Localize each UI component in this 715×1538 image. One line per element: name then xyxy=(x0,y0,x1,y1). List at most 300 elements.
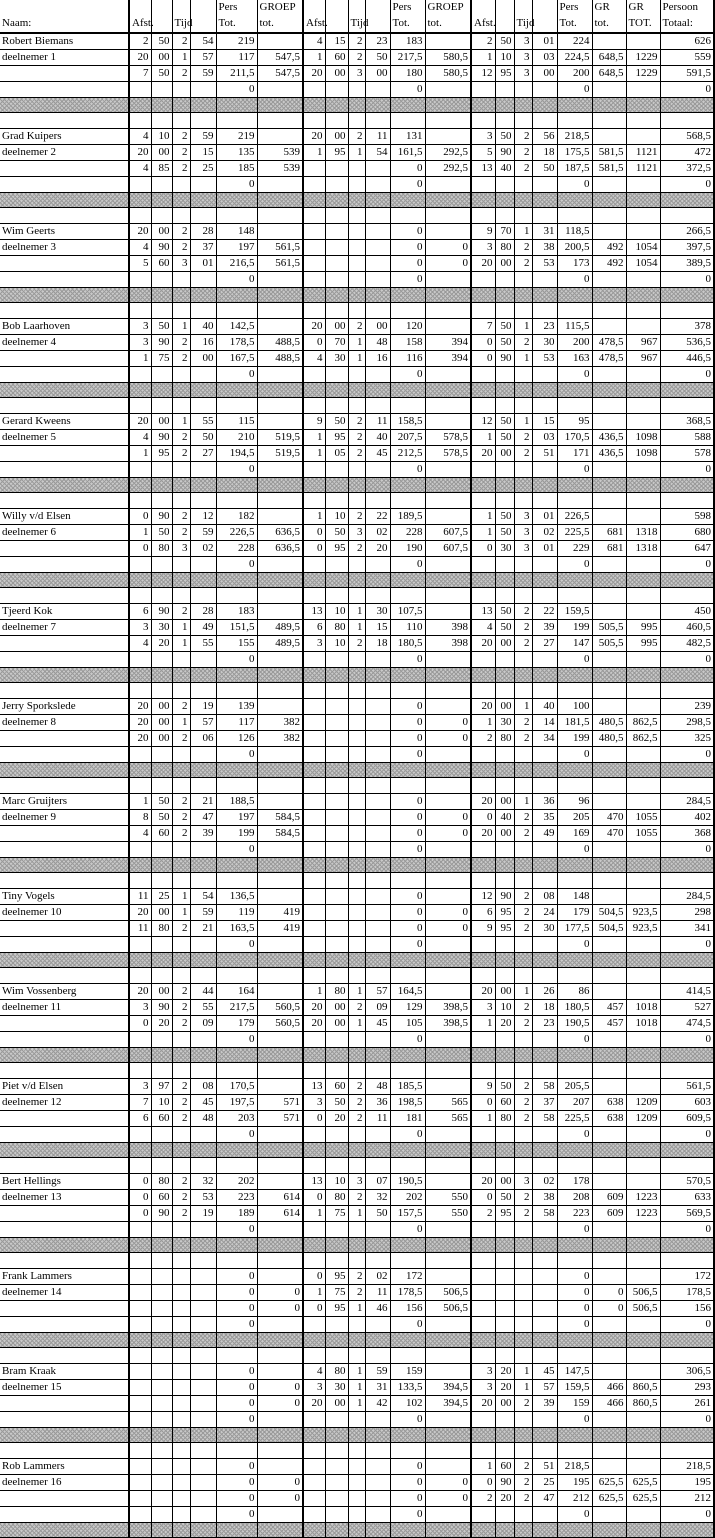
empty-cell[interactable] xyxy=(495,1253,514,1269)
cell-pers1-tot[interactable]: 117 xyxy=(216,715,257,731)
empty-cell[interactable] xyxy=(365,303,390,319)
cell-tijd2-b[interactable] xyxy=(365,1222,390,1238)
cell-afst2-a[interactable] xyxy=(303,240,325,256)
header-cell-afst3-a[interactable]: Afst. xyxy=(471,15,495,33)
cell-tijd2-a[interactable] xyxy=(348,1491,365,1507)
cell-persoon-totaal[interactable]: 578 xyxy=(660,446,714,462)
cell-afst1-b[interactable]: 90 xyxy=(151,1000,172,1016)
cell-afst1-a[interactable]: 7 xyxy=(129,1095,151,1111)
cell-pers2-tot[interactable]: 102 xyxy=(390,1396,425,1412)
empty-cell[interactable] xyxy=(151,588,172,604)
cell-pers1-tot[interactable]: 223 xyxy=(216,1190,257,1206)
cell-tijd1-b[interactable] xyxy=(190,1380,216,1396)
empty-cell[interactable] xyxy=(172,493,190,509)
cell-groep1-tot[interactable] xyxy=(257,937,303,953)
cell-pers2-tot[interactable]: 0 xyxy=(390,905,425,921)
empty-cell[interactable] xyxy=(303,968,325,984)
cell-pers3-tot[interactable]: 163 xyxy=(557,351,592,367)
empty-cell[interactable] xyxy=(514,873,532,889)
empty-cell[interactable] xyxy=(425,113,471,129)
cell-afst1-b[interactable]: 90 xyxy=(151,335,172,351)
empty-cell[interactable] xyxy=(592,1158,626,1174)
cell-gr3-tot[interactable]: 681 xyxy=(592,541,626,557)
cell-afst3-a[interactable]: 5 xyxy=(471,145,495,161)
cell-afst1-a[interactable]: 4 xyxy=(129,240,151,256)
header-cell-groep1-tot[interactable]: tot. xyxy=(257,15,303,33)
empty-cell[interactable] xyxy=(257,493,303,509)
cell-afst3-a[interactable]: 1 xyxy=(471,1459,495,1475)
cell-afst1-a[interactable] xyxy=(129,557,151,573)
empty-cell[interactable] xyxy=(216,778,257,794)
cell-tijd2-b[interactable] xyxy=(365,652,390,668)
cell-persoon-totaal[interactable]: 389,5 xyxy=(660,256,714,272)
cell-gr-totaal[interactable] xyxy=(626,699,660,715)
empty-cell[interactable] xyxy=(303,113,325,129)
cell-gr3-tot[interactable] xyxy=(592,1079,626,1095)
cell-gr3-tot[interactable]: 436,5 xyxy=(592,446,626,462)
empty-cell[interactable] xyxy=(471,1253,495,1269)
empty-cell[interactable] xyxy=(129,588,151,604)
cell-gr-totaal[interactable]: 1121 xyxy=(626,161,660,177)
empty-cell[interactable] xyxy=(325,398,348,414)
cell-afst3-a[interactable]: 1 xyxy=(471,509,495,525)
empty-cell[interactable] xyxy=(660,1443,714,1459)
cell-afst1-a[interactable]: 20 xyxy=(129,984,151,1000)
cell-tijd1-b[interactable]: 59 xyxy=(190,525,216,541)
cell-gr-totaal[interactable]: 1054 xyxy=(626,240,660,256)
cell-pers2-tot[interactable]: 116 xyxy=(390,351,425,367)
cell-tijd2-a[interactable]: 1 xyxy=(348,335,365,351)
cell-tijd2-b[interactable] xyxy=(365,1317,390,1333)
cell-pers2-tot[interactable]: 0 xyxy=(390,1317,425,1333)
cell-pers2-tot[interactable]: 0 xyxy=(390,842,425,858)
cell-persoon-totaal[interactable]: 0 xyxy=(660,272,714,288)
cell-groep2-tot[interactable]: 292,5 xyxy=(425,145,471,161)
cell-tijd1-a[interactable] xyxy=(172,842,190,858)
cell-groep1-tot[interactable]: 547,5 xyxy=(257,66,303,82)
empty-cell[interactable] xyxy=(532,1443,557,1459)
cell-tijd3-a[interactable]: 2 xyxy=(514,161,532,177)
cell-tijd3-a[interactable]: 2 xyxy=(514,810,532,826)
cell-afst2-b[interactable] xyxy=(325,256,348,272)
cell-tijd2-b[interactable]: 07 xyxy=(365,1174,390,1190)
cell-afst2-b[interactable] xyxy=(325,272,348,288)
cell-afst3-b[interactable]: 00 xyxy=(495,984,514,1000)
cell-tijd3-a[interactable]: 2 xyxy=(514,620,532,636)
cell-name[interactable] xyxy=(0,826,129,842)
cell-afst2-b[interactable]: 80 xyxy=(325,1190,348,1206)
cell-tijd2-b[interactable] xyxy=(365,794,390,810)
cell-tijd1-a[interactable]: 1 xyxy=(172,50,190,66)
cell-afst1-b[interactable] xyxy=(151,1269,172,1285)
cell-afst2-b[interactable]: 95 xyxy=(325,541,348,557)
empty-cell[interactable] xyxy=(303,778,325,794)
cell-tijd2-b[interactable]: 48 xyxy=(365,335,390,351)
cell-pers2-tot[interactable]: 189,5 xyxy=(390,509,425,525)
cell-afst2-a[interactable]: 0 xyxy=(303,1111,325,1127)
cell-gr3-tot[interactable]: 638 xyxy=(592,1111,626,1127)
empty-cell[interactable] xyxy=(425,493,471,509)
cell-tijd2-b[interactable] xyxy=(365,557,390,573)
cell-afst2-a[interactable]: 13 xyxy=(303,604,325,620)
cell-afst1-a[interactable]: 3 xyxy=(129,1000,151,1016)
cell-gr3-tot[interactable]: 466 xyxy=(592,1380,626,1396)
empty-cell[interactable] xyxy=(129,968,151,984)
cell-pers3-tot[interactable]: 199 xyxy=(557,731,592,747)
cell-afst1-a[interactable]: 20 xyxy=(129,145,151,161)
cell-groep2-tot[interactable]: 0 xyxy=(425,826,471,842)
cell-pers3-tot[interactable]: 218,5 xyxy=(557,129,592,145)
empty-cell[interactable] xyxy=(190,1253,216,1269)
empty-cell[interactable] xyxy=(190,208,216,224)
cell-pers1-tot[interactable]: 0 xyxy=(216,1475,257,1491)
cell-afst1-b[interactable]: 90 xyxy=(151,430,172,446)
cell-tijd1-a[interactable]: 2 xyxy=(172,826,190,842)
cell-tijd1-a[interactable]: 2 xyxy=(172,430,190,446)
header-cell-afst1-b[interactable] xyxy=(151,15,172,33)
cell-pers3-tot[interactable]: 86 xyxy=(557,984,592,1000)
cell-pers1-tot[interactable]: 226,5 xyxy=(216,525,257,541)
header-cell-groep2-tot[interactable]: GROEP xyxy=(425,0,471,15)
cell-tijd3-a[interactable]: 1 xyxy=(514,319,532,335)
cell-afst2-b[interactable] xyxy=(325,905,348,921)
cell-afst1-b[interactable] xyxy=(151,842,172,858)
empty-cell[interactable] xyxy=(514,778,532,794)
cell-afst3-b[interactable]: 50 xyxy=(495,33,514,50)
cell-tijd2-a[interactable] xyxy=(348,177,365,193)
cell-tijd1-b[interactable] xyxy=(190,842,216,858)
cell-gr3-tot[interactable] xyxy=(592,1222,626,1238)
cell-tijd2-b[interactable]: 50 xyxy=(365,1206,390,1222)
cell-pers3-tot[interactable]: 0 xyxy=(557,1032,592,1048)
cell-groep2-tot[interactable] xyxy=(425,1127,471,1143)
cell-tijd1-a[interactable]: 2 xyxy=(172,1206,190,1222)
cell-pers1-tot[interactable]: 151,5 xyxy=(216,620,257,636)
empty-cell[interactable] xyxy=(626,493,660,509)
cell-tijd2-b[interactable]: 59 xyxy=(365,1364,390,1380)
empty-cell[interactable] xyxy=(532,873,557,889)
cell-afst3-b[interactable]: 60 xyxy=(495,1459,514,1475)
cell-afst1-a[interactable] xyxy=(129,82,151,98)
cell-tijd2-a[interactable]: 2 xyxy=(348,1190,365,1206)
cell-afst3-a[interactable]: 12 xyxy=(471,414,495,430)
cell-afst3-b[interactable]: 90 xyxy=(495,351,514,367)
empty-cell[interactable] xyxy=(151,1253,172,1269)
cell-groep2-tot[interactable] xyxy=(425,1032,471,1048)
cell-pers2-tot[interactable]: 228 xyxy=(390,525,425,541)
cell-afst3-a[interactable]: 20 xyxy=(471,794,495,810)
cell-afst2-a[interactable]: 1 xyxy=(303,430,325,446)
cell-gr3-tot[interactable] xyxy=(592,1269,626,1285)
cell-persoon-totaal[interactable]: 298 xyxy=(660,905,714,921)
cell-pers2-tot[interactable]: 190 xyxy=(390,541,425,557)
cell-gr3-tot[interactable]: 505,5 xyxy=(592,620,626,636)
cell-tijd1-a[interactable]: 3 xyxy=(172,256,190,272)
empty-cell[interactable] xyxy=(303,493,325,509)
cell-tijd2-b[interactable]: 18 xyxy=(365,636,390,652)
cell-pers3-tot[interactable]: 212 xyxy=(557,1491,592,1507)
cell-afst1-a[interactable]: 5 xyxy=(129,256,151,272)
empty-cell[interactable] xyxy=(303,1443,325,1459)
cell-tijd2-b[interactable] xyxy=(365,937,390,953)
cell-afst2-a[interactable]: 20 xyxy=(303,66,325,82)
cell-groep1-tot[interactable]: 584,5 xyxy=(257,826,303,842)
cell-afst3-b[interactable] xyxy=(495,462,514,478)
cell-pers2-tot[interactable]: 133,5 xyxy=(390,1380,425,1396)
cell-tijd3-a[interactable]: 2 xyxy=(514,1016,532,1032)
cell-tijd1-a[interactable] xyxy=(172,177,190,193)
cell-name[interactable] xyxy=(0,161,129,177)
cell-pers1-tot[interactable]: 0 xyxy=(216,367,257,383)
cell-tijd2-a[interactable] xyxy=(348,794,365,810)
cell-groep2-tot[interactable] xyxy=(425,889,471,905)
cell-gr3-tot[interactable]: 648,5 xyxy=(592,66,626,82)
cell-pers1-tot[interactable]: 219 xyxy=(216,129,257,145)
cell-tijd3-b[interactable] xyxy=(532,177,557,193)
empty-cell[interactable] xyxy=(129,683,151,699)
cell-pers2-tot[interactable]: 183 xyxy=(390,33,425,50)
cell-afst1-b[interactable]: 50 xyxy=(151,33,172,50)
cell-afst2-a[interactable] xyxy=(303,731,325,747)
empty-cell[interactable] xyxy=(471,1158,495,1174)
cell-tijd1-b[interactable] xyxy=(190,1285,216,1301)
cell-afst1-a[interactable]: 4 xyxy=(129,636,151,652)
cell-afst2-a[interactable]: 4 xyxy=(303,351,325,367)
cell-tijd2-a[interactable]: 2 xyxy=(348,1079,365,1095)
cell-tijd3-a[interactable]: 2 xyxy=(514,1206,532,1222)
cell-afst3-a[interactable]: 2 xyxy=(471,1206,495,1222)
empty-cell[interactable] xyxy=(495,1443,514,1459)
cell-gr3-tot[interactable] xyxy=(592,699,626,715)
cell-gr-totaal[interactable] xyxy=(626,82,660,98)
cell-afst2-a[interactable] xyxy=(303,1507,325,1523)
cell-afst3-a[interactable] xyxy=(471,272,495,288)
cell-gr-totaal[interactable] xyxy=(626,747,660,763)
empty-cell[interactable] xyxy=(325,1158,348,1174)
cell-pers3-tot[interactable]: 173 xyxy=(557,256,592,272)
cell-name[interactable]: Grad Kuipers xyxy=(0,129,129,145)
cell-groep1-tot[interactable] xyxy=(257,747,303,763)
empty-cell[interactable] xyxy=(0,113,129,129)
cell-tijd2-b[interactable]: 11 xyxy=(365,129,390,145)
cell-tijd3-b[interactable] xyxy=(532,1317,557,1333)
cell-afst2-a[interactable] xyxy=(303,82,325,98)
cell-tijd2-b[interactable]: 48 xyxy=(365,1079,390,1095)
cell-tijd2-a[interactable] xyxy=(348,1475,365,1491)
cell-tijd1-b[interactable]: 28 xyxy=(190,604,216,620)
empty-cell[interactable] xyxy=(660,1158,714,1174)
cell-afst2-a[interactable]: 20 xyxy=(303,319,325,335)
cell-tijd3-b[interactable] xyxy=(532,937,557,953)
empty-cell[interactable] xyxy=(303,1063,325,1079)
cell-tijd3-b[interactable]: 58 xyxy=(532,1206,557,1222)
cell-afst2-a[interactable]: 4 xyxy=(303,1364,325,1380)
cell-afst3-b[interactable]: 00 xyxy=(495,1396,514,1412)
cell-afst3-a[interactable]: 20 xyxy=(471,826,495,842)
cell-groep1-tot[interactable]: 547,5 xyxy=(257,50,303,66)
cell-tijd3-b[interactable]: 15 xyxy=(532,414,557,430)
cell-afst2-b[interactable]: 95 xyxy=(325,1301,348,1317)
cell-gr-totaal[interactable]: 1209 xyxy=(626,1111,660,1127)
empty-cell[interactable] xyxy=(626,398,660,414)
cell-pers1-tot[interactable]: 217,5 xyxy=(216,1000,257,1016)
empty-cell[interactable] xyxy=(660,873,714,889)
cell-afst3-b[interactable]: 20 xyxy=(495,1380,514,1396)
cell-name[interactable] xyxy=(0,1032,129,1048)
cell-persoon-totaal[interactable]: 446,5 xyxy=(660,351,714,367)
cell-groep1-tot[interactable]: 560,5 xyxy=(257,1000,303,1016)
empty-cell[interactable] xyxy=(471,113,495,129)
empty-cell[interactable] xyxy=(151,1443,172,1459)
empty-cell[interactable] xyxy=(151,778,172,794)
cell-afst3-b[interactable]: 50 xyxy=(495,620,514,636)
cell-persoon-totaal[interactable]: 0 xyxy=(660,1032,714,1048)
cell-tijd3-a[interactable] xyxy=(514,272,532,288)
cell-pers3-tot[interactable]: 205,5 xyxy=(557,1079,592,1095)
cell-groep1-tot[interactable]: 584,5 xyxy=(257,810,303,826)
cell-tijd3-b[interactable]: 51 xyxy=(532,446,557,462)
cell-persoon-totaal[interactable]: 397,5 xyxy=(660,240,714,256)
cell-pers2-tot[interactable]: 161,5 xyxy=(390,145,425,161)
cell-afst1-b[interactable] xyxy=(151,1301,172,1317)
empty-cell[interactable] xyxy=(325,1253,348,1269)
cell-name[interactable] xyxy=(0,1016,129,1032)
empty-cell[interactable] xyxy=(172,1063,190,1079)
cell-afst3-a[interactable]: 1 xyxy=(471,525,495,541)
cell-gr3-tot[interactable]: 436,5 xyxy=(592,430,626,446)
cell-afst2-b[interactable]: 00 xyxy=(325,1000,348,1016)
empty-cell[interactable] xyxy=(129,1348,151,1364)
empty-cell[interactable] xyxy=(303,398,325,414)
cell-tijd1-a[interactable]: 2 xyxy=(172,240,190,256)
cell-tijd3-a[interactable] xyxy=(514,1127,532,1143)
cell-groep2-tot[interactable]: 607,5 xyxy=(425,541,471,557)
cell-name[interactable]: deelnemer 11 xyxy=(0,1000,129,1016)
empty-cell[interactable] xyxy=(557,968,592,984)
empty-cell[interactable] xyxy=(216,208,257,224)
cell-afst3-a[interactable] xyxy=(471,1412,495,1428)
cell-afst2-a[interactable]: 3 xyxy=(303,636,325,652)
cell-pers2-tot[interactable]: 198,5 xyxy=(390,1095,425,1111)
cell-pers3-tot[interactable]: 200 xyxy=(557,66,592,82)
empty-cell[interactable] xyxy=(190,303,216,319)
cell-groep2-tot[interactable] xyxy=(425,414,471,430)
cell-tijd2-a[interactable] xyxy=(348,810,365,826)
cell-pers3-tot[interactable]: 147,5 xyxy=(557,1364,592,1380)
cell-tijd2-b[interactable] xyxy=(365,82,390,98)
cell-name[interactable]: Frank Lammers xyxy=(0,1269,129,1285)
cell-pers2-tot[interactable]: 0 xyxy=(390,177,425,193)
empty-cell[interactable] xyxy=(325,588,348,604)
cell-tijd1-b[interactable]: 53 xyxy=(190,1190,216,1206)
cell-name[interactable]: Robert Biemans xyxy=(0,33,129,50)
cell-tijd2-a[interactable]: 2 xyxy=(348,430,365,446)
empty-cell[interactable] xyxy=(626,208,660,224)
cell-pers3-tot[interactable]: 0 xyxy=(557,177,592,193)
cell-tijd3-a[interactable]: 3 xyxy=(514,541,532,557)
cell-pers1-tot[interactable]: 178,5 xyxy=(216,335,257,351)
cell-tijd1-a[interactable]: 2 xyxy=(172,129,190,145)
cell-tijd3-b[interactable]: 51 xyxy=(532,1459,557,1475)
cell-afst3-a[interactable] xyxy=(471,1032,495,1048)
cell-tijd2-a[interactable] xyxy=(348,1507,365,1523)
empty-cell[interactable] xyxy=(532,683,557,699)
cell-pers2-tot[interactable]: 131 xyxy=(390,129,425,145)
cell-pers2-tot[interactable]: 178,5 xyxy=(390,1285,425,1301)
cell-tijd3-b[interactable]: 30 xyxy=(532,921,557,937)
cell-name[interactable]: Jerry Sporkslede xyxy=(0,699,129,715)
cell-tijd2-b[interactable]: 31 xyxy=(365,1380,390,1396)
cell-groep1-tot[interactable]: 519,5 xyxy=(257,446,303,462)
cell-afst3-a[interactable]: 0 xyxy=(471,1475,495,1491)
cell-pers3-tot[interactable]: 159,5 xyxy=(557,1380,592,1396)
cell-afst1-a[interactable]: 20 xyxy=(129,224,151,240)
cell-tijd2-b[interactable] xyxy=(365,699,390,715)
cell-tijd1-a[interactable] xyxy=(172,1285,190,1301)
cell-tijd1-b[interactable]: 39 xyxy=(190,826,216,842)
cell-afst1-b[interactable]: 90 xyxy=(151,509,172,525)
cell-gr3-tot[interactable] xyxy=(592,1317,626,1333)
cell-afst3-b[interactable]: 00 xyxy=(495,826,514,842)
cell-name[interactable] xyxy=(0,256,129,272)
cell-afst3-b[interactable] xyxy=(495,1269,514,1285)
cell-tijd1-b[interactable]: 21 xyxy=(190,794,216,810)
cell-tijd2-a[interactable] xyxy=(348,557,365,573)
cell-gr-totaal[interactable] xyxy=(626,937,660,953)
cell-name[interactable]: Willy v/d Elsen xyxy=(0,509,129,525)
cell-tijd1-b[interactable]: 54 xyxy=(190,33,216,50)
empty-cell[interactable] xyxy=(172,683,190,699)
cell-pers1-tot[interactable]: 155 xyxy=(216,636,257,652)
cell-tijd2-a[interactable] xyxy=(348,82,365,98)
cell-name[interactable] xyxy=(0,1491,129,1507)
cell-tijd3-a[interactable] xyxy=(514,1032,532,1048)
cell-gr3-tot[interactable] xyxy=(592,129,626,145)
cell-groep1-tot[interactable]: 561,5 xyxy=(257,256,303,272)
cell-pers3-tot[interactable]: 178 xyxy=(557,1174,592,1190)
cell-tijd2-b[interactable] xyxy=(365,747,390,763)
empty-cell[interactable] xyxy=(0,778,129,794)
empty-cell[interactable] xyxy=(257,1063,303,1079)
empty-cell[interactable] xyxy=(660,968,714,984)
cell-afst3-b[interactable] xyxy=(495,1032,514,1048)
cell-pers3-tot[interactable]: 177,5 xyxy=(557,921,592,937)
cell-tijd3-a[interactable]: 2 xyxy=(514,1491,532,1507)
cell-tijd1-b[interactable] xyxy=(190,82,216,98)
cell-tijd3-b[interactable]: 35 xyxy=(532,810,557,826)
cell-tijd2-a[interactable] xyxy=(348,1412,365,1428)
cell-pers2-tot[interactable]: 0 xyxy=(390,1491,425,1507)
cell-tijd2-b[interactable] xyxy=(365,1032,390,1048)
cell-pers3-tot[interactable]: 0 xyxy=(557,82,592,98)
cell-afst1-b[interactable]: 80 xyxy=(151,921,172,937)
cell-afst1-b[interactable] xyxy=(151,1127,172,1143)
cell-gr-totaal[interactable] xyxy=(626,604,660,620)
cell-afst3-b[interactable]: 50 xyxy=(495,129,514,145)
cell-tijd2-a[interactable] xyxy=(348,905,365,921)
cell-tijd1-a[interactable]: 2 xyxy=(172,161,190,177)
cell-afst2-b[interactable]: 95 xyxy=(325,1269,348,1285)
cell-tijd2-a[interactable]: 2 xyxy=(348,319,365,335)
cell-afst1-a[interactable]: 3 xyxy=(129,335,151,351)
cell-afst3-a[interactable] xyxy=(471,367,495,383)
cell-tijd2-a[interactable] xyxy=(348,161,365,177)
cell-tijd1-a[interactable] xyxy=(172,1396,190,1412)
cell-afst2-a[interactable]: 1 xyxy=(303,984,325,1000)
cell-groep1-tot[interactable] xyxy=(257,509,303,525)
empty-cell[interactable] xyxy=(303,683,325,699)
cell-pers2-tot[interactable]: 0 xyxy=(390,794,425,810)
